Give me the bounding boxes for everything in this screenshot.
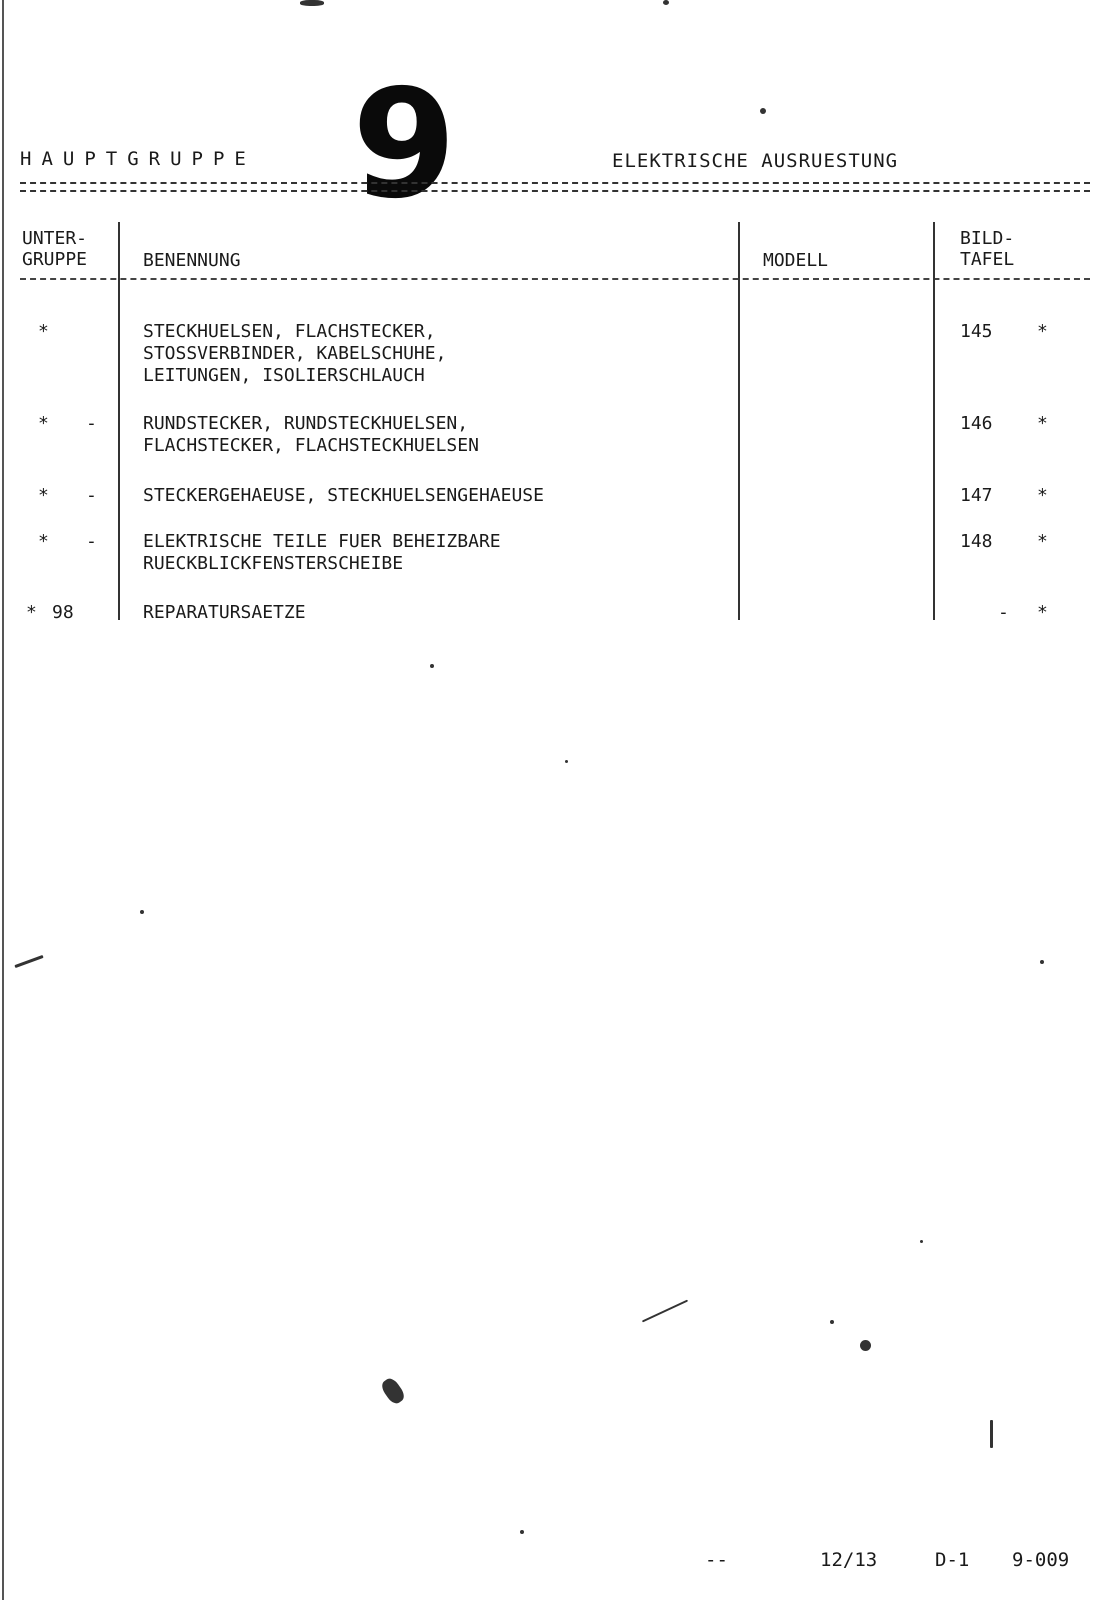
row-untergruppe: - [86, 531, 97, 552]
row-mark: * [38, 413, 49, 434]
column-divider-2 [738, 222, 740, 620]
group-title: ELEKTRISCHE AUSRUESTUNG [612, 150, 899, 172]
row-untergruppe: 98 [52, 602, 74, 623]
row-mark: * [38, 321, 49, 342]
footer-page-number: 9-009 [1012, 1549, 1070, 1571]
column-divider-3 [933, 222, 935, 620]
row-flag: * [1037, 485, 1048, 506]
footer-dashes: -- [705, 1549, 728, 1571]
row-description: STECKHUELSEN, FLACHSTECKER, STOSSVERBINDER, KABELSCHUHE, LEITUNGEN, ISOLIERSCHLAUCH [143, 321, 447, 386]
footer-edition: D-1 [935, 1549, 970, 1571]
scan-speck [1040, 960, 1044, 964]
scan-speck [642, 1300, 688, 1323]
group-label: HAUPTGRUPPE [20, 148, 256, 170]
scan-speck [990, 1420, 993, 1448]
scan-speck [14, 955, 43, 968]
footer-date: 12/13 [820, 1549, 878, 1571]
row-description: RUNDSTECKER, RUNDSTECKHUELSEN, FLACHSTECKER, FLACHSTECKHUELSEN [143, 413, 479, 456]
scan-speck [565, 760, 568, 763]
group-number: 9 [352, 58, 457, 232]
row-flag: * [1037, 531, 1048, 552]
scan-speck [520, 1530, 524, 1534]
row-description: STECKERGEHAEUSE, STECKHUELSENGEHAEUSE [143, 485, 544, 506]
col-header-modell: MODELL [763, 250, 829, 271]
page-left-edge [2, 0, 4, 1600]
scan-speck [920, 1240, 923, 1243]
header-underline [20, 278, 1090, 280]
scan-speck [663, 0, 669, 5]
row-bildtafel: 148 [960, 531, 993, 552]
scan-speck [830, 1320, 834, 1324]
row-mark: * [26, 602, 37, 623]
row-untergruppe: - [86, 485, 97, 506]
row-flag: * [1037, 321, 1048, 342]
scan-speck [430, 664, 434, 668]
row-bildtafel: 147 [960, 485, 993, 506]
row-flag: * [1037, 413, 1048, 434]
scan-speck [760, 108, 766, 114]
header-double-rule-bottom [20, 190, 1090, 192]
header-double-rule-top [20, 182, 1090, 184]
row-mark: * [38, 531, 49, 552]
row-bildtafel: 145 [960, 321, 993, 342]
col-header-benennung: BENENNUNG [143, 250, 241, 271]
row-bildtafel: - [998, 602, 1009, 623]
column-divider-1 [118, 222, 120, 620]
row-bildtafel: 146 [960, 413, 993, 434]
col-header-untergruppe: UNTER- GRUPPE [22, 228, 88, 270]
row-flag: * [1037, 602, 1048, 623]
row-description: ELEKTRISCHE TEILE FUER BEHEIZBARE RUECKBLICKFENSTERSCHEIBE [143, 531, 501, 574]
row-mark: * [38, 485, 49, 506]
scan-speck [860, 1340, 871, 1351]
scan-speck [140, 910, 144, 914]
row-description: REPARATURSAETZE [143, 602, 306, 623]
scan-speck [300, 0, 324, 6]
scan-speck [379, 1376, 407, 1406]
row-untergruppe: - [86, 413, 97, 434]
col-header-bildtafel: BILD- TAFEL [960, 228, 1015, 270]
